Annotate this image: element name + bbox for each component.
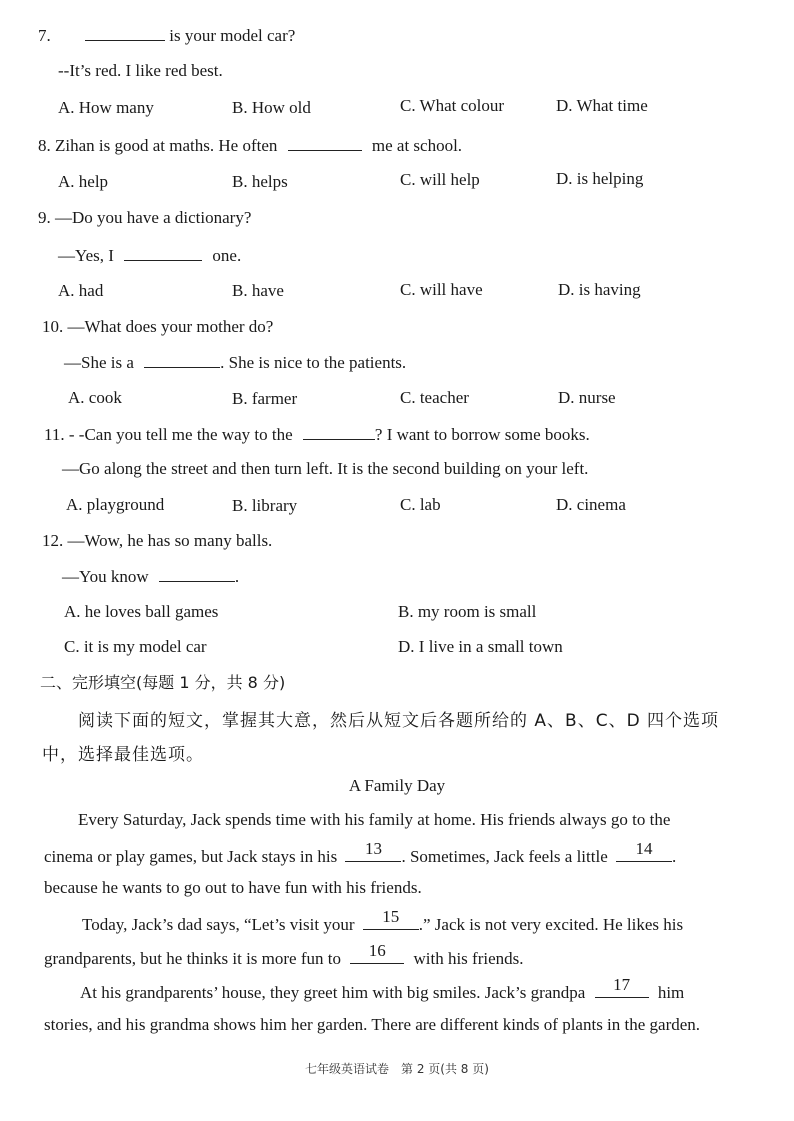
question-10-option-c[interactable]: C. teacher — [400, 388, 469, 407]
question-11-option-b[interactable]: B. library — [232, 496, 298, 515]
question-7-reply: --It’s red. I like red best. — [58, 61, 223, 80]
passage-line-4-b: .” Jack is not very excited. He likes his — [418, 915, 684, 934]
blank-13-number: 13 — [364, 839, 382, 858]
question-9-option-c[interactable]: C. will have — [400, 280, 483, 299]
question-10-text: —What does your mother do? — [67, 317, 274, 336]
question-12-number: 12. — [42, 531, 64, 550]
passage-line-4 — [82, 907, 684, 936]
question-12-option-c[interactable]: C. it is my model car — [64, 637, 207, 656]
question-12-reply-before: —You know — [62, 567, 149, 586]
question-7-number: 7. — [38, 26, 51, 45]
question-12-option-a[interactable]: A. he loves ball games — [64, 602, 219, 621]
blank-16-number: 16 — [368, 941, 386, 960]
question-8-text-after: me at school. — [371, 136, 463, 155]
question-8-blank[interactable] — [288, 134, 362, 151]
question-11-reply: —Go along the street and then turn left. It is the second building on your left. — [62, 459, 589, 478]
passage-line-5 — [44, 941, 524, 970]
question-9-option-d[interactable]: D. is having — [558, 280, 641, 299]
blank-16[interactable] — [350, 941, 404, 964]
question-12-option-b[interactable]: B. my room is small — [398, 602, 537, 621]
question-12-option-d[interactable]: D. I live in a small town — [398, 637, 563, 656]
question-8-text-before: Zihan is good at maths. He often — [55, 136, 278, 155]
question-10-option-d[interactable]: D. nurse — [558, 388, 616, 407]
question-9-stem — [38, 207, 251, 229]
passage-line-6-a: At his grandparents’ house, they greet him with big smiles. Jack’s grandpa — [80, 983, 586, 1002]
question-11-option-a[interactable]: A. playground — [66, 495, 165, 514]
question-11-text-before: - -Can you tell me the way to the — [68, 425, 293, 444]
question-10-reply — [64, 351, 406, 374]
passage-line-6 — [80, 975, 685, 1004]
section-instruction-line-2: 中，选择最佳选项。 — [42, 745, 204, 765]
question-12-stem — [42, 530, 272, 552]
question-10-blank[interactable] — [144, 351, 220, 368]
question-8-option-a[interactable]: A. help — [58, 172, 109, 191]
passage-line-2-b: . Sometimes, Jack feels a little — [401, 847, 608, 866]
question-11-option-c[interactable]: C. lab — [400, 495, 441, 514]
question-8-option-d[interactable]: D. is helping — [556, 169, 644, 188]
passage-line-2 — [44, 839, 677, 868]
blank-13[interactable] — [345, 839, 401, 862]
question-9-reply-before: —Yes, I — [58, 246, 114, 265]
blank-14-number: 14 — [635, 839, 653, 858]
question-9-blank[interactable] — [124, 244, 202, 261]
blank-14[interactable] — [616, 839, 672, 862]
question-10-stem — [42, 316, 273, 338]
question-12-reply — [62, 565, 239, 588]
passage-line-6-b: him — [657, 983, 685, 1002]
question-11-option-d[interactable]: D. cinema — [556, 495, 626, 514]
question-9-reply-after: one. — [212, 246, 242, 265]
passage-line-4-a: Today, Jack’s dad says, “Let’s visit your — [82, 915, 355, 934]
question-10-option-b[interactable]: B. farmer — [232, 389, 298, 408]
passage-line-2-c: . — [672, 847, 677, 866]
question-9-option-b[interactable]: B. have — [232, 281, 284, 300]
page-footer: 七年级英语试卷 第 2 页(共 8 页) — [305, 1062, 489, 1076]
passage-line-7: stories, and his grandma shows him her garden. There are different kinds of plants in the garden. — [44, 1015, 701, 1034]
question-12-blank[interactable] — [159, 565, 235, 582]
question-8-stem — [38, 134, 462, 157]
question-8-number: 8. — [38, 136, 51, 155]
passage-line-5-a: grandparents, but he thinks it is more fun to — [44, 949, 341, 968]
passage-line-5-b: with his friends. — [413, 949, 524, 968]
question-7-option-c[interactable]: C. What colour — [400, 96, 505, 115]
question-10-option-a[interactable]: A. cook — [68, 388, 122, 407]
question-12-text: —Wow, he has so many balls. — [67, 531, 273, 550]
blank-17[interactable] — [595, 975, 649, 998]
question-9-number: 9. — [38, 208, 51, 227]
blank-17-number: 17 — [613, 975, 631, 994]
question-11-stem — [44, 423, 590, 446]
question-11-number: 11. — [44, 425, 65, 444]
question-7-text: is your model car? — [169, 26, 296, 45]
question-8-option-c[interactable]: C. will help — [400, 170, 480, 189]
question-8-option-b[interactable]: B. helps — [232, 172, 288, 191]
passage-line-3: because he wants to go out to have fun with his friends. — [44, 878, 422, 897]
question-7-blank[interactable] — [85, 24, 165, 41]
section-title: 二、完形填空(每题 1 分，共 8 分) — [40, 673, 286, 692]
question-10-number: 10. — [42, 317, 64, 336]
blank-15-number: 15 — [382, 907, 400, 926]
question-11-text-after: ? I want to borrow some books. — [374, 425, 590, 444]
question-11-blank[interactable] — [303, 423, 375, 440]
question-7-option-b[interactable]: B. How old — [232, 98, 311, 117]
question-7-option-d[interactable]: D. What time — [556, 96, 648, 115]
question-10-reply-after: . She is nice to the patients. — [220, 353, 407, 372]
question-10-reply-before: —She is a — [64, 353, 134, 372]
question-9-text: —Do you have a dictionary? — [55, 208, 252, 227]
question-7-option-a[interactable]: A. How many — [58, 98, 154, 117]
passage-line-1: Every Saturday, Jack spends time with his family at home. His friends always go to the — [78, 810, 671, 829]
section-instruction-line-1: 阅读下面的短文，掌握其大意，然后从短文后各题所给的 A、B、C、D 四个选项 — [78, 711, 720, 731]
question-7-stem — [38, 24, 295, 47]
question-12-reply-after: . — [234, 567, 240, 586]
question-9-option-a[interactable]: A. had — [58, 281, 104, 300]
blank-15[interactable] — [363, 907, 419, 930]
passage-title: A Family Day — [348, 776, 446, 795]
question-9-reply — [58, 244, 241, 267]
passage-line-2-a: cinema or play games, but Jack stays in his — [44, 847, 338, 866]
